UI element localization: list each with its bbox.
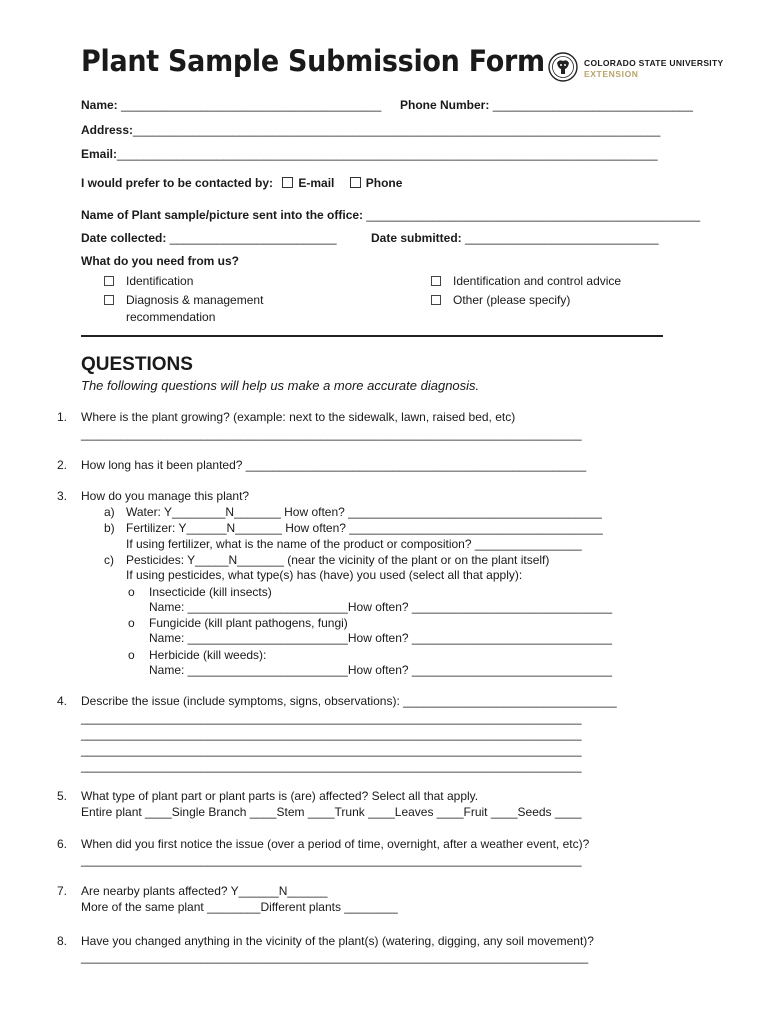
identification-control-checkbox[interactable] [431,276,441,286]
phone-label: Phone Number: [400,98,490,112]
date-collected-line: _________________________ [169,231,337,245]
date-collected-field[interactable] [81,231,337,245]
q6-answer-line[interactable]: ___________________________________________________________________________ [81,853,582,867]
q3a-water-line[interactable]: Water: Y________N_______ How often? ______________________________________ [126,505,602,519]
email-field[interactable] [81,147,658,161]
q3-number: 3. [57,489,68,503]
email-option-label: E-mail [298,176,335,190]
q4-text[interactable]: Describe the issue (include symptoms, signs, observations): ________________________________ [81,694,617,708]
address-field[interactable] [81,123,660,137]
q3b-marker: b) [104,521,115,535]
q8-answer-line[interactable]: ____________________________________________________________________________ [81,950,589,964]
fungicide-name-line[interactable]: Name: ________________________How often? ______________________________ [149,631,613,645]
q6-number: 6. [57,837,68,851]
insecticide-label: Insecticide (kill insects) [149,585,272,599]
q2-text[interactable]: How long has it been planted? ___________________________________________________ [81,458,587,472]
logo-extension-text: EXTENSION [584,69,639,79]
phone-option-label: Phone [365,176,403,190]
sample-name-field[interactable] [81,208,700,222]
q3-text: How do you manage this plant? [81,489,250,503]
q7-plants-line[interactable]: More of the same plant ________Different plants ________ [81,900,398,914]
date-submitted-field[interactable] [371,231,659,245]
q4-answer-line[interactable]: ___________________________________________________________________________ [81,711,582,725]
other-checkbox[interactable] [431,295,441,305]
email-line: _________________________________________________________________________________ [117,147,658,161]
questions-heading: QUESTIONS [81,354,193,375]
date-collected-label: Date collected: [81,231,167,245]
identification-control-option: Identification and control advice [453,274,622,288]
date-submitted-line: _____________________________ [465,231,659,245]
sample-name-label: Name of Plant sample/picture sent into the office: [81,208,364,222]
q1-text: Where is the plant growing? (example: next to the sidewalk, lawn, raised bed, etc) [81,410,516,424]
diagnosis-option-cont: recommendation [126,310,216,324]
fungicide-label: Fungicide (kill plant pathogens, fungi) [149,616,348,630]
bullet: o [128,648,135,662]
q3b-fertilizer-line[interactable]: Fertilizer: Y______N_______ How often? ______________________________________ [126,521,603,535]
q5-number: 5. [57,789,68,803]
q3a-marker: a) [104,505,115,519]
q3c-pesticide-type-text: If using pesticides, what type(s) has (have) you used (select all that apply): [126,568,523,582]
q4-number: 4. [57,694,68,708]
identification-checkbox[interactable] [104,276,114,286]
q3c-pesticides-line[interactable]: Pesticides: Y_____N_______ (near the vicinity of the plant or on the plant itself) [126,553,550,567]
q3b-product-line[interactable]: If using fertilizer, what is the name of the product or composition? ________________ [126,537,582,551]
address-line: _______________________________________________________________________________ [133,123,661,137]
identification-option: Identification [126,274,194,288]
date-submitted-label: Date submitted: [371,231,462,245]
other-option: Other (please specify) [453,293,571,307]
phone-line: ______________________________ [492,98,693,112]
q4-answer-line[interactable]: ___________________________________________________________________________ [81,759,582,773]
q3c-marker: c) [104,553,114,567]
sample-name-line: __________________________________________________ [366,208,701,222]
q8-number: 8. [57,934,68,948]
name-line: _______________________________________ [121,98,382,112]
bullet: o [128,616,135,630]
q1-number: 1. [57,410,68,424]
q1-answer-line[interactable]: ___________________________________________________________________________ [81,427,582,441]
address-label: Address: [81,123,134,137]
section-divider [81,335,663,337]
q6-text: When did you first notice the issue (over a period of time, overnight, after a weather event, etc)? [81,837,590,851]
q2-number: 2. [57,458,68,472]
q7-text[interactable]: Are nearby plants affected? Y______N______ [81,884,328,898]
insecticide-name-line[interactable]: Name: ________________________How often? ______________________________ [149,600,613,614]
q5-text: What type of plant part or plant parts is (are) affected? Select all that apply. [81,789,479,803]
diagnosis-option: Diagnosis & management [126,293,264,307]
q5-parts-line[interactable]: Entire plant ____Single Branch ____Stem ____Trunk ____Leaves ____Fruit ____Seeds ____ [81,805,582,819]
phone-field[interactable] [400,98,693,112]
herbicide-name-line[interactable]: Name: ________________________How often? ______________________________ [149,663,613,677]
logo-university-text: COLORADO STATE UNIVERSITY [584,58,724,68]
q4-answer-line[interactable]: ___________________________________________________________________________ [81,727,582,741]
email-label: Email: [81,147,118,161]
email-checkbox[interactable] [282,177,293,188]
q4-answer-line[interactable]: ___________________________________________________________________________ [81,743,582,757]
q8-text: Have you changed anything in the vicinity of the plant(s) (watering, digging, any soil movement)? [81,934,594,948]
bullet: o [128,585,135,599]
q7-number: 7. [57,884,68,898]
phone-checkbox[interactable] [350,177,361,188]
csu-extension-logo [548,52,738,86]
csu-seal-icon [548,52,578,82]
diagnosis-checkbox[interactable] [104,295,114,305]
contact-preference [81,176,402,190]
page-title: Plant Sample Submission Form [81,44,545,78]
herbicide-label: Herbicide (kill weeds): [149,648,267,662]
name-field[interactable] [81,98,381,112]
contact-preference-label: I would prefer to be contacted by: [81,176,274,190]
name-label: Name: [81,98,118,112]
questions-subheading: The following questions will help us make a more accurate diagnosis. [81,378,480,393]
needs-label: What do you need from us? [81,254,239,268]
